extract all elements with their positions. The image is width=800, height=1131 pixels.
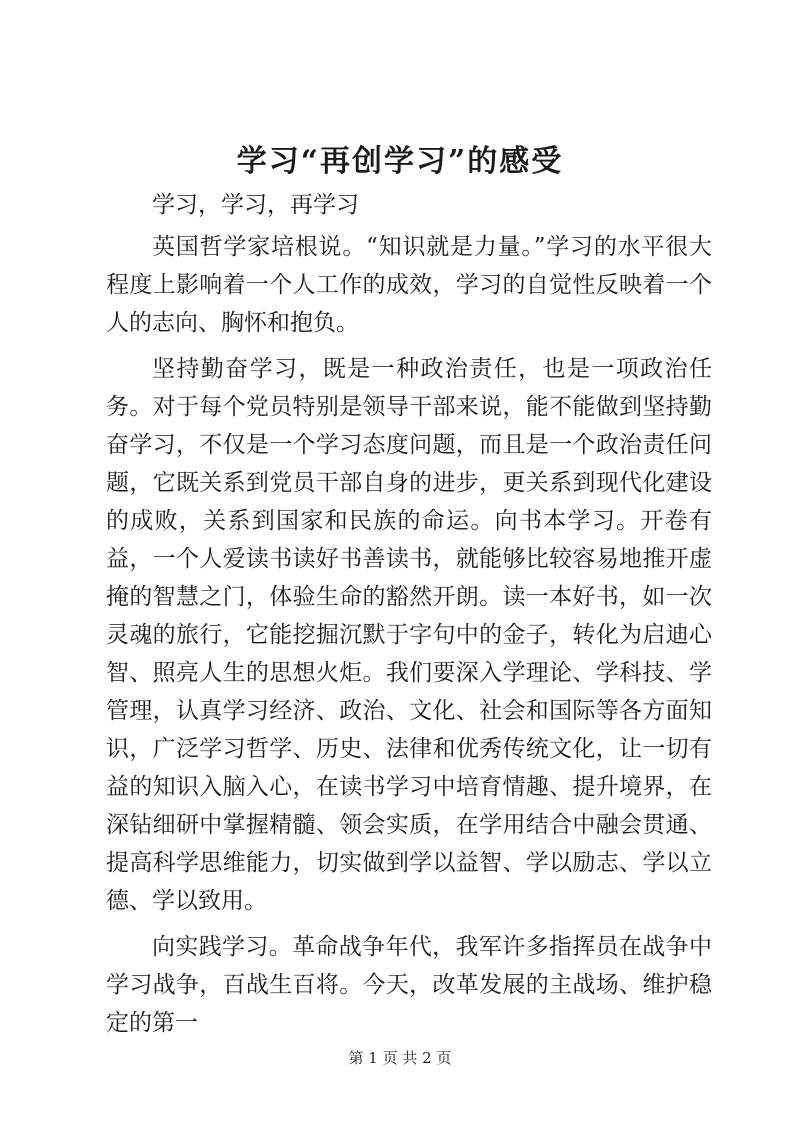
document-title: 学习“再创学习”的感受 [236, 144, 564, 179]
document-body [106, 186, 712, 1050]
page-number-footer: 第 1 页 共 2 页 [348, 1049, 452, 1067]
paragraph: 向实践学习。革命战争年代，我军许多指挥员在战争中学习战争，百战生百将。今天，改革发展的主战场、维护稳定的第一 [106, 934, 712, 1036]
paragraph: 坚持勤奋学习，既是一种政治责任，也是一项政治任务。对于每个党员特别是领导干部来说，能不能做到坚持勤奋学习，不仅是一个学习态度问题，而且是一个政治责任问题，它既关系到党员干部自身的进步，更关系到现代化建设的成败，关系到国家和民族的命运。向书本学习。开卷有益，一个人爱读书读好书善读书，就能够比较容易地推开虚掩的智慧之门，体验生命的豁然开朗。读一本好书，如一次灵魂的旅行，它能挖掘沉默于字句中的金子，转化为启迪心智、照亮人生的思想火炬。我们要深入学理论、学科技、学管理，认真学习经济、政治、文化、社会和国际等各方面知识，广泛学习哲学、历史、法律和优秀传统文化，让一切有益的知识入脑入心，在读书学习中培育情趣、提升境界，在深钻细研中掌握精髓、领会实质，在学用结合中融会贯通、提高科学思维能力，切实做到学以益智、学以励志、学以立德、学以致用。 [106, 356, 712, 914]
paragraph: 英国哲学家培根说。“知识就是力量。”学习的水平很大程度上影响着一个人工作的成效，学习的自觉性反映着一个人的志向、胸怀和抱负。 [106, 234, 712, 336]
document-subtitle: 学习，学习，再学习 [152, 192, 359, 218]
